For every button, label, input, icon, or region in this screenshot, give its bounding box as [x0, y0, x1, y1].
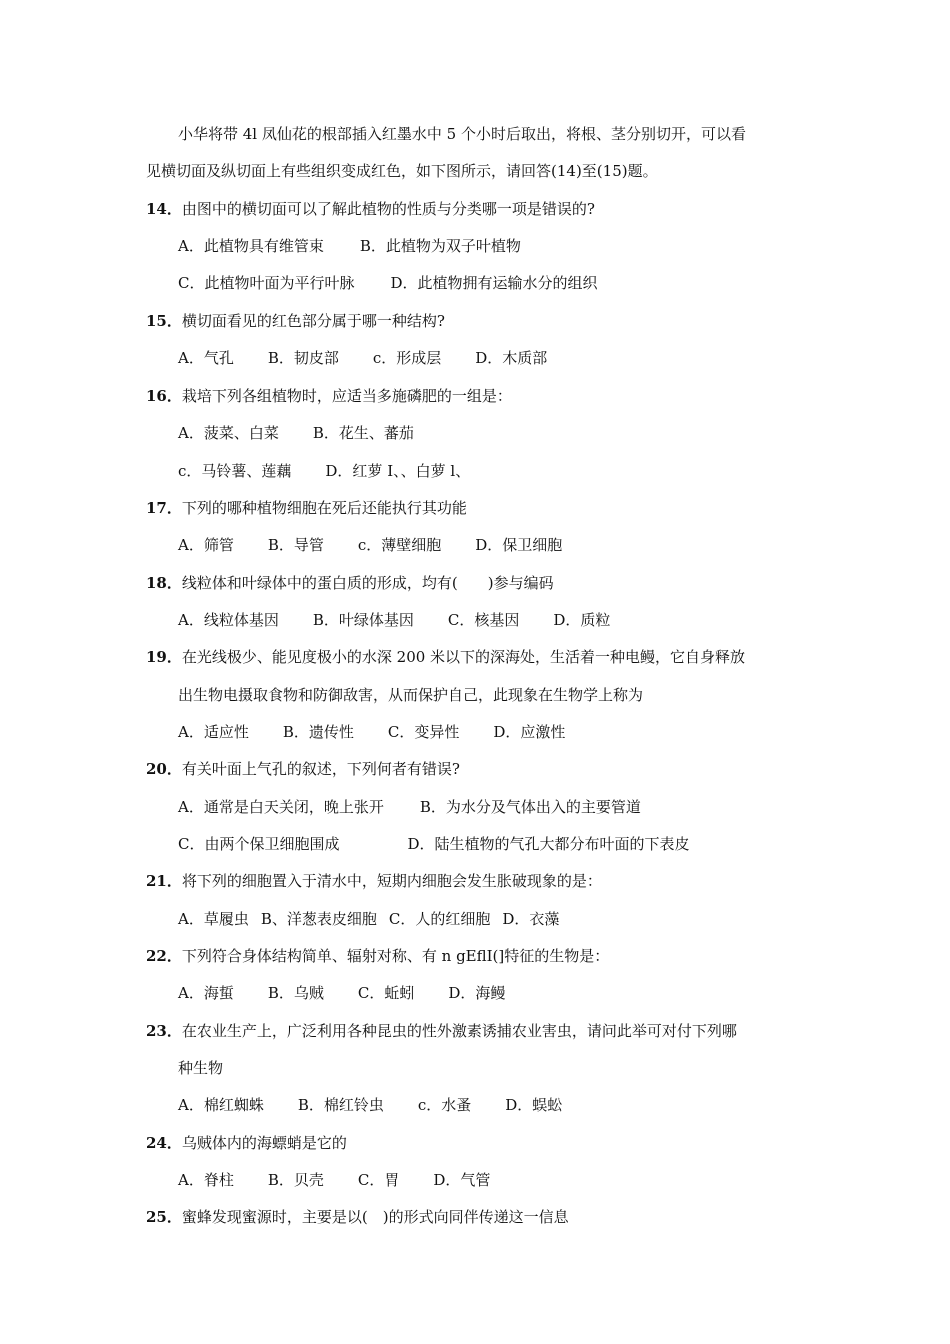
question-text: 有关叶面上气孔的叙述，下列何者有错误?: [181, 760, 460, 778]
option-d: D．红萝 I、、白萝 l、: [325, 462, 471, 480]
options-row: [178, 909, 559, 929]
question-text: 在光线极少、能见度极小的水深 200 米以下的深海处，生活着一种电鳗，它自身释放: [181, 648, 746, 666]
options-row: [178, 348, 547, 368]
options-row: [178, 423, 414, 443]
option-c: C．蚯蚓: [357, 984, 415, 1002]
options-row: [178, 722, 565, 742]
option-b: B．遗传性: [282, 723, 354, 741]
intro-line-2: 见横切面及纵切面上有些组织变成红色，如下图所示，请回答(14)至(15)题。: [146, 162, 658, 180]
question-18: [146, 573, 554, 593]
option-d: D．海鳗: [448, 984, 506, 1002]
question-text: 下列的哪种植物细胞在死后还能执行其功能: [181, 499, 467, 517]
option-d: D．保卫细胞: [475, 536, 563, 554]
question-15: [146, 311, 445, 331]
option-c: c．水蚤: [417, 1096, 472, 1114]
options-row: [178, 834, 690, 854]
question-number: 21．: [146, 872, 182, 890]
question-text: 将下列的细胞置入于清水中，短期内细胞会发生胀破现象的是：: [181, 872, 602, 890]
question-25: [146, 1207, 569, 1227]
option-c: c．形成层: [372, 349, 442, 367]
option-c: C．人的红细胞: [388, 910, 491, 928]
question-number: 23．: [146, 1022, 182, 1040]
option-b: B．花生、蕃茄: [312, 424, 414, 442]
option-a: A．此植物具有维管束: [178, 237, 324, 255]
options-row: [178, 610, 610, 630]
option-a: A．气孔: [178, 349, 234, 367]
question-number: 20．: [146, 760, 182, 778]
question-number: 17．: [146, 499, 182, 517]
options-row: [178, 535, 562, 555]
question-number: 25．: [146, 1208, 182, 1226]
option-a: A．线粒体基因: [178, 611, 279, 629]
question-22: [146, 946, 609, 966]
question-text: 乌贼体内的海螵蛸是它的: [181, 1134, 347, 1152]
options-row: [178, 236, 521, 256]
question-number: 24．: [146, 1134, 182, 1152]
option-a: A．海蜇: [178, 984, 234, 1002]
option-b: B．贝壳: [267, 1171, 324, 1189]
option-d: D．质粒: [553, 611, 611, 629]
question-number: 14．: [146, 200, 182, 218]
question-number: 22．: [146, 947, 182, 965]
question-23: [146, 1021, 737, 1041]
option-a: A．脊柱: [178, 1171, 234, 1189]
question-number: 18．: [146, 574, 182, 592]
option-b: B．此植物为双子叶植物: [359, 237, 521, 255]
option-b: B．导管: [267, 536, 324, 554]
option-c: c．薄壁细胞: [357, 536, 442, 554]
intro-line-1: 小华将带 4l 凤仙花的根部插入红墨水中 5 个小时后取出，将根、茎分别切开，可以看: [178, 125, 746, 143]
option-a: A．适应性: [178, 723, 249, 741]
option-b: B．叶绿体基因: [312, 611, 414, 629]
question-21: [146, 871, 602, 891]
option-a: A．菠菜、白菜: [178, 424, 279, 442]
option-c: C．由两个保卫细胞围成: [178, 835, 340, 853]
question-text: 由图中的横切面可以了解此植物的性质与分类哪一项是错误的?: [181, 200, 595, 218]
question-number: 16．: [146, 387, 182, 405]
question-17: [146, 498, 467, 518]
option-c: C．核基因: [447, 611, 520, 629]
option-b: B．乌贼: [267, 984, 324, 1002]
options-row: [178, 273, 598, 293]
question-24: [146, 1133, 347, 1153]
option-d: D．应激性: [493, 723, 566, 741]
option-a: A．通常是白天关闭，晚上张开: [178, 798, 384, 816]
options-row: [178, 797, 641, 817]
option-c: c．马铃薯、莲藕: [178, 462, 292, 480]
option-d: D．陆生植物的气孔大都分布叶面的下表皮: [407, 835, 690, 853]
option-b: B．棉红铃虫: [297, 1096, 384, 1114]
option-b: B、洋葱表皮细胞: [260, 910, 377, 928]
option-d: D．蜈蚣: [505, 1096, 563, 1114]
option-c: C．变异性: [387, 723, 460, 741]
options-row: [178, 983, 505, 1003]
option-b: B．韧皮部: [267, 349, 339, 367]
question-20: [146, 759, 460, 779]
question-14: [146, 199, 595, 219]
option-d: D．木质部: [475, 349, 548, 367]
question-number: 15．: [146, 312, 182, 330]
option-c: C．胃: [357, 1171, 400, 1189]
option-d: D．气管: [433, 1171, 491, 1189]
question-text: 下列符合身体结构简单、辐射对称、有 n gEflI(]特征的生物是：: [181, 947, 610, 965]
question-16: [146, 386, 512, 406]
option-a: A．筛管: [178, 536, 234, 554]
options-row: [178, 461, 470, 481]
question-text: 线粒体和叶绿体中的蛋白质的形成，均有( )参与编码: [181, 574, 554, 592]
question-text-continued: 种生物: [178, 1059, 224, 1077]
question-text-continued: 出生物电摄取食物和防御敌害，从而保护自己，此现象在生物学上称为: [178, 686, 644, 704]
question-text: 栽培下列各组植物时，应适当多施磷肥的一组是：: [181, 387, 512, 405]
question-19: [146, 647, 745, 667]
option-d: D．此植物拥有运输水分的组织: [390, 274, 598, 292]
option-c: C．此植物叶面为平行叶脉: [178, 274, 355, 292]
options-row: [178, 1095, 562, 1115]
options-row: [178, 1170, 490, 1190]
option-a: A．棉红蜘蛛: [178, 1096, 264, 1114]
option-d: D．衣藻: [502, 910, 560, 928]
option-a: A．草履虫: [178, 910, 249, 928]
question-text: 在农业生产上，广泛利用各种昆虫的性外激素诱捕农业害虫，请问此举可对付下列哪: [181, 1022, 737, 1040]
question-text: 蜜蜂发现蜜源时，主要是以( )的形式向同伴传递这一信息: [181, 1208, 569, 1226]
question-number: 19．: [146, 648, 182, 666]
option-b: B．为水分及气体出入的主要管道: [419, 798, 641, 816]
question-text: 横切面看见的红色部分属于哪一种结构?: [181, 312, 445, 330]
